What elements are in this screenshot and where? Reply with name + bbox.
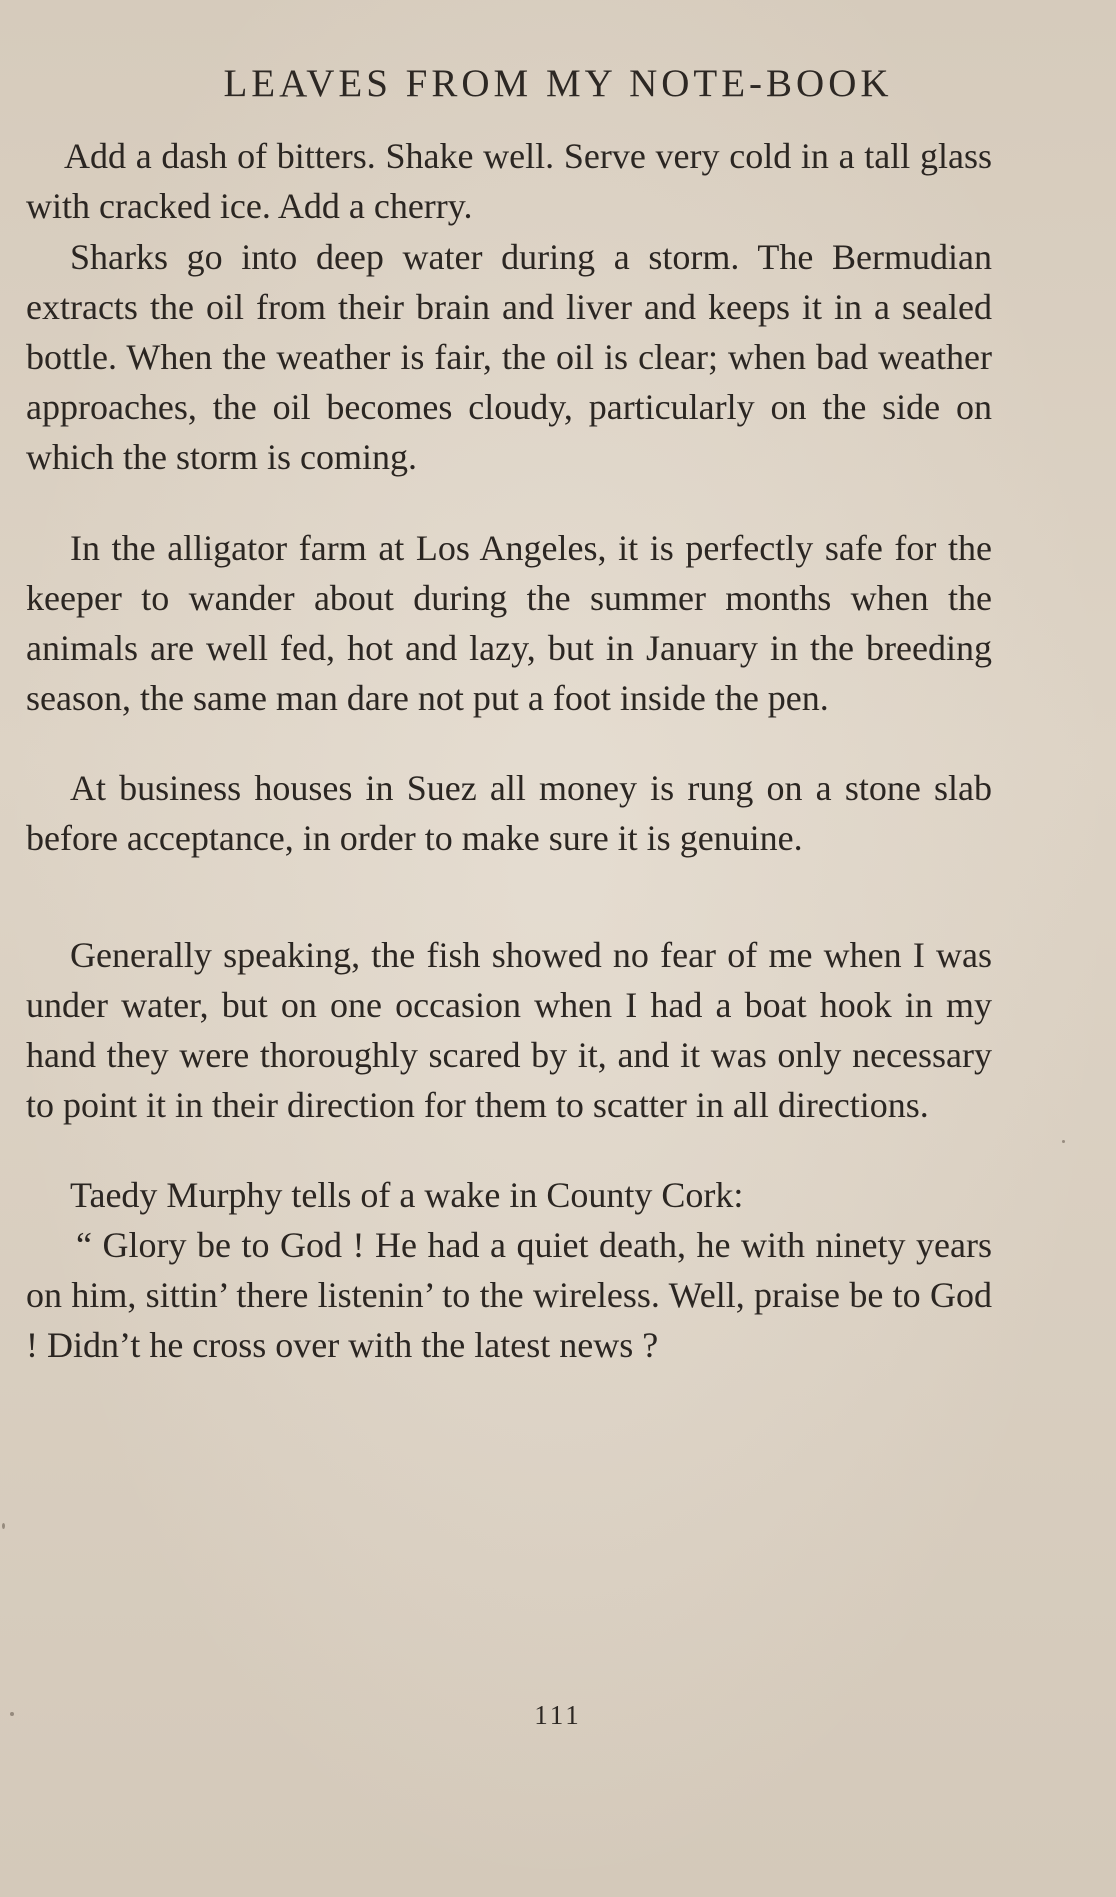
paragraph-alligator-farm — [26, 523, 992, 723]
running-head: LEAVES FROM MY NOTE-BOOK — [223, 62, 893, 105]
paragraph-cocktail — [26, 131, 992, 231]
paragraph-fish — [26, 930, 992, 1130]
paper-speck — [1062, 1140, 1065, 1143]
paper-speck — [2, 1523, 5, 1529]
paragraph-wake — [26, 1170, 992, 1370]
paragraph-sharks — [26, 232, 992, 482]
paragraph-text: Sharks go into deep water during a storm. The Bermudian extracts the oil from their brain and liver and keeps it in a sealed bottle. When the weather is fair, the oil is clear; when bad weather approaches, the oil becomes cloudy, particularly on the side on which the storm is coming. — [26, 237, 992, 477]
paragraph-text: Add a dash of bitters. Shake well. Serve very cold in a tall glass with cracked ice. Add a cherry. — [26, 136, 992, 226]
paragraph-text: At business houses in Suez all money is rung on a stone slab before acceptance, in order to make sure it is genuine. — [26, 768, 992, 858]
paper-speck — [10, 1712, 14, 1716]
paragraph-text: Taedy Murphy tells of a wake in County Cork: — [70, 1175, 744, 1215]
page-number: 111 — [534, 1700, 582, 1730]
paragraph-suez — [26, 763, 992, 863]
paragraph-quote: “ Glory be to God ! He had a quiet death, he with ninety years on him, sittin’ there listenin’ to the wireless. Well, praise be to God ! Didn’t he cross over with the latest news ? — [26, 1225, 992, 1365]
paragraph-text: In the alligator farm at Los Angeles, it is perfectly safe for the keeper to wander about during the summer months when the animals are well fed, hot and lazy, but in January in the breeding season, the same man dare not put a foot inside the pen. — [26, 528, 992, 718]
paragraph-text: Generally speaking, the fish showed no fear of me when I was under water, but on one occasion when I had a boat hook in my hand they were thoroughly scared by it, and it was only necessary to point it in their direction for them to scatter in all directions. — [26, 935, 992, 1125]
